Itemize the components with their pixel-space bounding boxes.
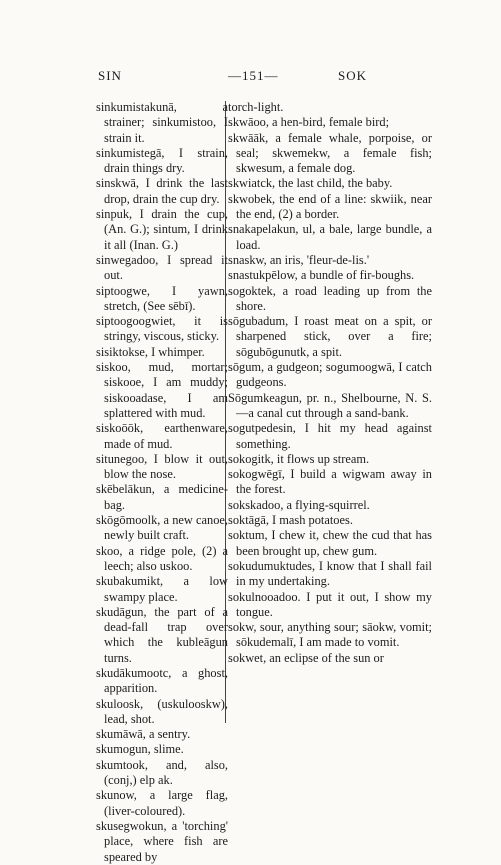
dictionary-entry: skoo, a ridge pole, (2) a leech; also uskoo. bbox=[96, 543, 228, 573]
dictionary-entry: sisiktokse, I whimper. bbox=[96, 344, 205, 359]
dictionary-entry: skēbelākun, a medicine-bag. bbox=[96, 482, 228, 512]
dictionary-entry: snakapelakun, ul, a bale, large bundle, a load. bbox=[228, 222, 432, 252]
dictionary-entry: sinkumistakunā, a strainer; sinkumistoo, I strain it. bbox=[96, 100, 228, 145]
dictionary-entry: siskoo, mud, mortar; siskooe, I am muddy; siskooadase, I am splattered with mud. bbox=[96, 360, 228, 420]
dictionary-entry: sokwet, an eclipse of the sun or bbox=[228, 650, 384, 665]
dictionary-entry: sogoktek, a road leading up from the shore. bbox=[228, 283, 432, 313]
dictionary-entry: skwobek, the end of a line: skwiik, near the end, (2) a border. bbox=[228, 191, 432, 222]
dictionary-entry: skwāoo, a hen-bird, female bird; bbox=[228, 115, 390, 130]
dictionary-entry: sogutpedesin, I hit my head against something. bbox=[228, 421, 432, 451]
dictionary-entry: soktāgā, I mash potatoes. bbox=[228, 513, 353, 528]
header-right-guide-word: SOK bbox=[338, 68, 368, 83]
right-column bbox=[228, 100, 432, 666]
dictionary-entry: skwiatck, the last child, the baby. bbox=[228, 176, 393, 191]
page-header bbox=[0, 68, 501, 86]
dictionary-entry: sokskadoo, a flying-squirrel. bbox=[228, 497, 370, 512]
dictionary-entry: sokudumuktudes, I know that I shall fail in my undertaking. bbox=[228, 558, 432, 589]
dictionary-entry: skumogun, slime. bbox=[96, 742, 184, 757]
dictionary-entry: sinwegadoo, I spread it out. bbox=[96, 252, 228, 283]
dictionary-entry: sinkumistegā, I strain, drain things dry. bbox=[96, 145, 228, 176]
dictionary-entry: siptoogoogwiet, it is stringy, viscous, sticky. bbox=[96, 314, 228, 344]
dictionary-entry: Sōgumkeagun, pr. n., Shelbourne, N. S.—a canal cut through a sand-bank. bbox=[228, 390, 432, 420]
dictionary-entry: sokulnooadoo. I put it out, I show my tongue. bbox=[228, 589, 432, 619]
header-left-guide-word: SIN bbox=[98, 68, 122, 83]
dictionary-entry: soktum, I chew it, chew the cud that has been brought up, chew gum. bbox=[228, 528, 432, 558]
dictionary-entry: sinpuk, I drain the cup, (An. G.); sintum, I drink it all (Inan. G.) bbox=[96, 207, 228, 252]
dictionary-entry: siptoogwe, I yawn, stretch, (See sēbī). bbox=[96, 283, 228, 313]
dictionary-entry: skusegwokun, a 'torching' place, where fish are speared by bbox=[96, 818, 228, 864]
dictionary-entry: skōgōmoolk, a new canoe, newly built craft. bbox=[96, 513, 228, 543]
dictionary-entry: snastukpēlow, a bundle of fir-boughs. bbox=[228, 268, 415, 283]
dictionary-entry: siskoōōk, earthenware, made of mud. bbox=[96, 421, 228, 451]
dictionary-entry: skubakumikt, a low swampy place. bbox=[96, 574, 228, 604]
page-number: —151— bbox=[228, 68, 279, 83]
dictionary-entry: sōgubadum, I roast meat on a spit, or sharpened stick, over a fire; sōgubōgunutk, a spit. bbox=[228, 314, 432, 359]
dictionary-entry: sokw, sour, anything sour; sāokw, vomit; sōkudemalī, I am made to vomit. bbox=[228, 620, 432, 650]
dictionary-entry: sōgum, a gudgeon; sogumoogwā, I catch gudgeons. bbox=[228, 360, 432, 390]
dictionary-entry: skwāāk, a female whale, porpoise, or seal; skwemekw, a female fish; skwesum, a female dog. bbox=[228, 130, 432, 176]
dictionary-entry: skuloosk, (uskulooskw), lead, shot. bbox=[96, 696, 228, 726]
dictionary-entry: situnegoo, I blow it out, blow the nose. bbox=[96, 451, 228, 482]
dictionary-entry: skunow, a large flag, (liver-coloured). bbox=[96, 788, 228, 818]
dictionary-entry: sokogitk, it flows up stream. bbox=[228, 451, 370, 466]
dictionary-entry: sinskwā, I drink the last drop, drain the cup dry. bbox=[96, 176, 228, 206]
dictionary-entry: torch-light. bbox=[228, 100, 284, 114]
dictionary-entry: sokogwēgī, I build a wigwam away in the forest. bbox=[228, 467, 432, 497]
dictionary-entry: snaskw, an iris, 'fleur-de-lis.' bbox=[228, 252, 370, 267]
dictionary-entry: skumtook, and, also, (conj,) elp ak. bbox=[96, 757, 228, 788]
dictionary-entry: skudāgun, the part of a dead-fall trap over which the kubleāgun turns. bbox=[96, 604, 228, 665]
dictionary-entry: skumāwā, a sentry. bbox=[96, 727, 191, 742]
dictionary-entry: skudākumootc, a ghost, apparition. bbox=[96, 665, 228, 696]
left-column bbox=[96, 100, 228, 865]
